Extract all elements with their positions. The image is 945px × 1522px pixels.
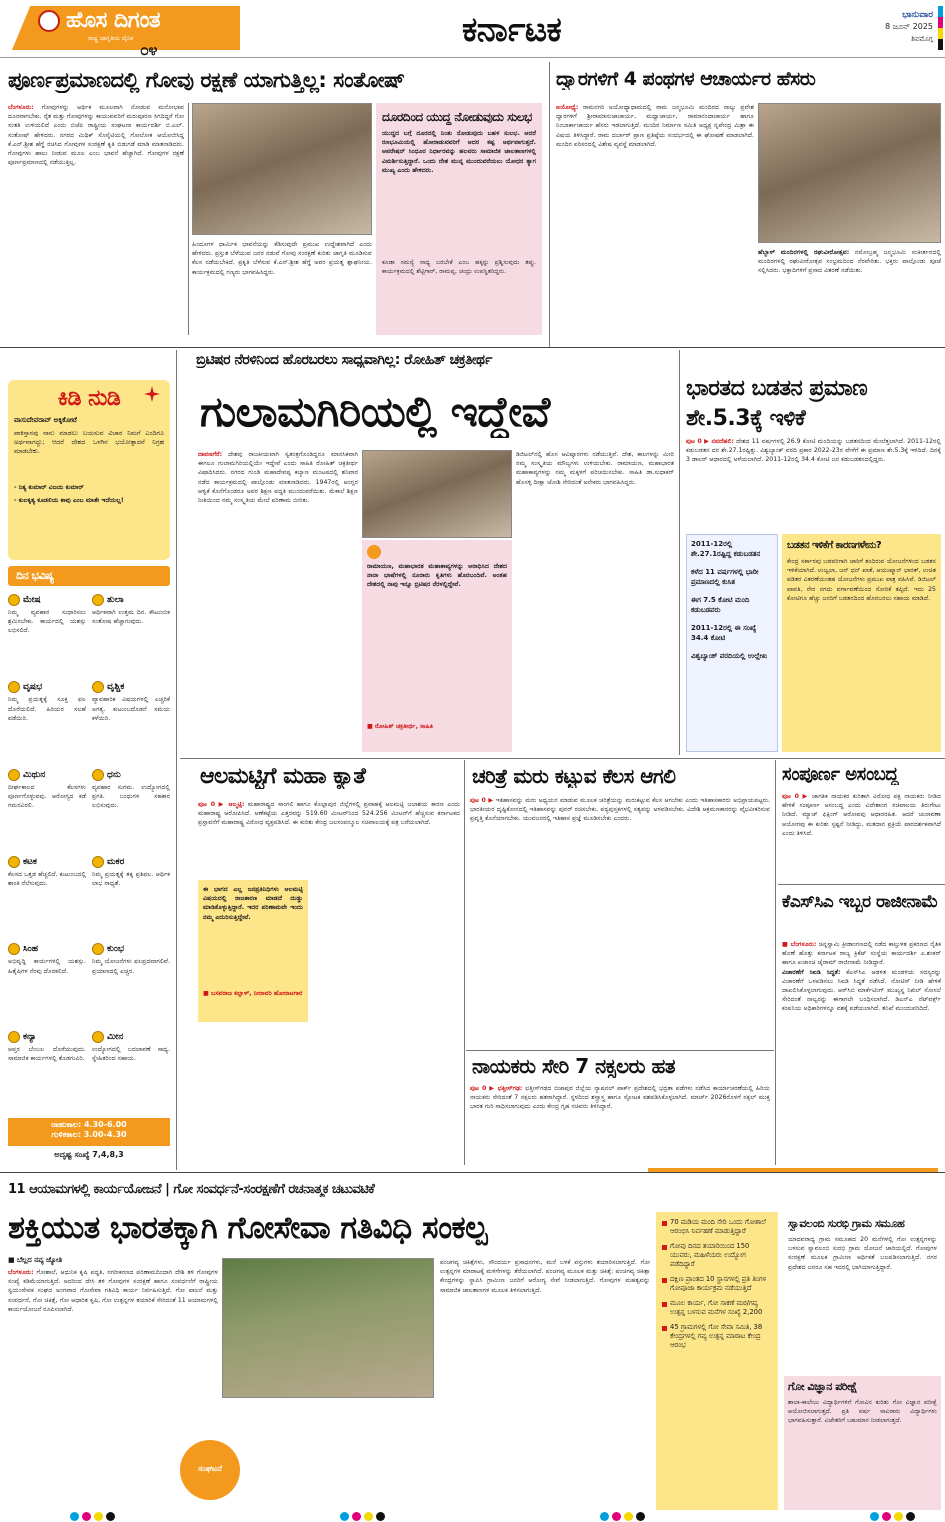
story4-dateline: ಪುಟ 0 ▶ ನವದೆಹಲಿ:: [686, 438, 734, 445]
rahukala-box: [8, 1118, 170, 1146]
masthead: [0, 0, 945, 58]
story4-box-title: ಬಡತನ ಇಳಿಕೆಗೆ ಕಾರಣಗಳೇನು?: [787, 540, 882, 551]
stat-item: ಈಗ 7.5 ಕೋಟಿ ಮಂದಿ ಕಡುಬಡವರು: [691, 596, 750, 614]
logo-text: ಸಂಘಟನೆ: [198, 1464, 222, 1473]
rahukala: ರಾಹುಕಾಲ: 4.30-6.00: [51, 1120, 127, 1129]
pullquote-sign: ■ ರೋಹಿತ್ ಚಕ್ರತೀರ್ಥ, ಸಾಹಿತಿ: [367, 723, 433, 730]
kidi-sign2: - ಕುಲಕೃತ್ಯ ಕೂಡಲಿಯ ಕಾವು ಎಂಬ ಮಾತೇ ಇದೆಯಲ್ಲ!: [14, 497, 124, 505]
story8-sub-title: ವಿಚಾರಣೆಗೆ ಸಿಐಡಿ ಸಿದ್ಧತೆ:: [782, 968, 841, 976]
story2-caption: [758, 248, 941, 336]
story3-body2: ಡಿಜಿಟಲ್‌ನಲ್ಲಿ ಹೊಸ ಆವಿಷ್ಕಾರಗಳು ನಡೆಯುತ್ತಿವೆ. ದೇಶ, ಕಾಲಗಳನ್ನು ಮೀರಿ ನಮ್ಮ ಸಂಸ್ಕೃತಿಯ ಮೌಲ್ಯಗಳು ಉಳಿಯಬೇಕು. ರಾಮಾಯಣ, ಮಹಾಭಾರತ ಮಹಾಕಾವ್ಯಗಳನ್ನು ನಮ್ಮ ಮಕ್ಕಳಿಗೆ ಪರಿಚಯಿಸಬೇಕು. ಸಾಹಿತಿ ಡಾ.ಸುಧಾಕರ್ ಹೊಸಳ್ಳಿ ದೀಕ್ಷಾ ಜೋಶಿ ಸೇರಿದಂತೆ ಅನೇಕರು ಭಾಗವಹಿಸಿದ್ದರು.: [516, 451, 674, 486]
story3-photo: [362, 450, 512, 538]
story4-headline: ಭಾರತದ ಬಡತನ ಪ್ರಮಾಣ ಶೇ.5.3ಕ್ಕೆ ಇಳಿಕೆ: [686, 376, 868, 431]
zodiac-icon: [8, 943, 20, 955]
story10-text: ಗೋಶಾಲೆ, ಆಧುನಿಕ ಕೃಷಿ ಪದ್ಧತಿ, ನಗರೀಕರಣದ ಪರಿಣಾಮದಿಂದಾಗಿ ದೇಶಿ ತಳಿ ಗೋವುಗಳ ಸಂಖ್ಯೆ ಕಡಿಮೆಯಾಗುತ್ತಿದೆ. ಅದರಿಂದ ದೇಸಿ ತಳಿ ಗೋವುಗಳ ಸಂರಕ್ಷಣೆ ಹಾಗೂ ಸಂವರ್ಧನೆಗೆ ರಾಷ್ಟ್ರೀಯ ಸ್ವಯಂಸೇವಕ ಸಂಘದ ಅಂಗವಾದ ಗೋಸೇವಾ ಗತಿವಿಧಿ ಕಾರ್ಯ ನಿರ್ವಹಿಸುತ್ತಿದೆ. ಗೋ ಪಾಲನೆ ಮತ್ತು ಸಂವರ್ಧನೆ, ಗೋ ಚಿಕಿತ್ಸೆ, ಗೋ ಆಧಾರಿತ ಕೃಷಿ, ಗೋ ಉತ್ಪನ್ನಗಳ ತಯಾರಿಕೆ ಸೇರಿದಂತೆ 11 ಆಯಾಮಗಳಲ್ಲಿ ಕಾರ್ಯಯೋಜನೆ ರೂಪಿಸಲಾಗಿದೆ.: [8, 1269, 218, 1313]
story8-text: ಚಿನ್ನಸ್ವಾಮಿ ಕ್ರೀಡಾಂಗಣದಲ್ಲಿ ನಡೆದ ಕಾಲ್ತುಳಿತ ಪ್ರಕರಣದ ನೈತಿಕ ಹೊಣೆ ಹೊತ್ತು ಕರ್ನಾಟಕ ರಾಜ್ಯ ಕ್ರಿಕೆಟ್ ಸಂಸ್ಥೆಯ ಕಾರ್ಯದರ್ಶಿ ಎ.ಶಂಕರ್ ಹಾಗೂ ಖಜಾಂಚಿ ಜೈರಾಮ್ ರಾಜೀನಾಮೆ ನೀಡಿದ್ದಾರೆ.: [782, 941, 941, 967]
story1-body: [8, 103, 184, 335]
side1-title: ಸ್ವಾವಲಂಬಿ ಸುರಭಿ ಗ್ರಾಮ ಸಮೂಹ: [788, 1217, 905, 1230]
story1-text: ಗೋವುಗಳನ್ನು ಆರ್ಥಿಕ ಮೂಲವಾಗಿ ನೋಡುವ ಮನೋಭಾವ ದೂರವಾಗಬೇಕು. ರೈತ ಮತ್ತು ಗೋವುಗಳನ್ನು ಕಾಯುವವರಿಗೆ ಮರುಪೂರಣ ಸಿಗದಿದ್ದರೆ ಗೋ ಸಂತತಿ ಉಳಿಯಲಿದೆ ಎಂದು ಬಿಜೆಪಿ ರಾಷ್ಟ್ರೀಯ ಸಂಘಟನಾ ಕಾರ್ಯದರ್ಶಿ ಬಿ.ಎಲ್. ಸಂತೋಷ್ ಹೇಳಿದರು. ನಗರದ ಮಿಥಿಕ್ ಸೊಸೈಟಿಯಲ್ಲಿ ಗೋಲೋಕ ಆಯೋಜಿಸಿದ್ದ ಕೆ.ಎನ್.ಶ್ರೀಶ ಹೆಗ್ಡೆ ರಚಿಸಿದ ಗೋವುಗಳ ಸಂರಕ್ಷಣೆ ಕೃತಿ ಬಿಡುಗಡೆ ಮಾಡಿ ಮಾತನಾಡಿದರು. ಗೋವುಗಳು ಹಾಲು ನೀಡುವ ಮೂಲ ಎಂಬ ಭಾವನೆ ಹೆಚ್ಚಾಗಿದೆ. ಗೋವುಗಳ ರಕ್ಷಣೆ ಪೂರ್ಣಪ್ರಮಾಣದಲ್ಲಿ ನಡೆಯುತ್ತಿಲ್ಲ.: [8, 104, 184, 167]
zodiac-icon: [92, 594, 104, 606]
horoscope-title: ದಿನ ಭವಿಷ್ಯ: [16, 569, 54, 582]
story1-photo: [192, 103, 372, 235]
info-item: ಮೂಲ ಕಾರ್ಯ, ಗೋ ಸಾಕಣೆ ಮಠ/ಗವ್ಯ ಉತ್ಪನ್ನ ಬಳಸುವ ಮನೆಗಳ ಸಂಖ್ಯೆ 2,200: [662, 1299, 772, 1317]
logo-emblem-icon: [38, 10, 60, 32]
story2-text: ರಾಮನಗರಿ ಅಯೋಧ್ಯಾಧಾಮದಲ್ಲಿ ರಾಮ ಜನ್ಮಭೂಮಿ ಮಂದಿರದ ನಾಲ್ಕು ಪ್ರವೇಶ ದ್ವಾರಗಳಿಗೆ ಶ್ರೀರಾಮಾನುಜಾಚಾರ್ಯ, ಮಧ್ವಾಚಾರ್ಯ, ರಾಮಾನಂದಾಚಾರ್ಯ ಹಾಗೂ ನಿಂಬಾರ್ಕಾಚಾರ್ಯ ಹೆಸರು ಇಡಲಾಗುತ್ತಿದೆ. ಮಂದಿರ ನಿರ್ಮಾಣ ಸಮಿತಿ ಅಧ್ಯಕ್ಷ ನೃಪೇಂದ್ರ ಮಿಶ್ರಾ ಈ ವಿಷಯ ತಿಳಿಸಿದ್ದಾರೆ. ರಾಮ ದರ್ಬಾರ್ ಪ್ರಾಣ ಪ್ರತಿಷ್ಠೆಯ ಸಂದರ್ಭದಲ್ಲಿ ಈ ಘೋಷಣೆ ಮಾಡಲಾಗಿದೆ. ಮಂದಿರ ಪರಿಸರದಲ್ಲಿ ವಿಶೇಷ ವ್ಯವಸ್ಥೆ ಮಾಡಲಾಗಿದೆ.: [556, 104, 754, 148]
horoscope-sign: ಮಿಥುನ ದೀರ್ಘಕಾಲದ ಕೆಲಸಗಳು ಪೂರ್ಣಗೊಳ್ಳುವವು. ಆರೋಗ್ಯದ ಕಡೆ ಗಮನವಿರಲಿ.: [8, 769, 86, 810]
horoscope-sign: ಮೀನ ಉದ್ಯೋಗದಲ್ಲಿ ಬದಲಾವಣೆ ಸಾಧ್ಯ. ಸ್ನೇಹಿತರಿಂದ ಸಹಾಯ.: [92, 1031, 170, 1062]
story5-quote-box: [198, 880, 308, 1022]
side1-body: ಯಾದವರಾಧ್ಯ ಗ್ರಾಮ ಸಮೂಹದ 20 ಮನೆಗಳಲ್ಲಿ ಗೋ ಉತ್ಪನ್ನಗಳನ್ನು ಬಳಸುವ ಸ್ವಾವಲಂಬಿ ಸುರಭಿ ಗ್ರಾಮ ಯೋಜನೆ ಜಾರಿಯಲ್ಲಿದೆ. ಗೋವುಗಳ ಸಂರಕ್ಷಣೆ ಮೂಲಕ ಗ್ರಾಮೀಣ ಆರ್ಥಿಕತೆ ಬಲಪಡಿಸಲಾಗುತ್ತಿದೆ. ನಗರ ಪ್ರದೇಶದ ಜನರೂ ಸಹ ಇದರಲ್ಲಿ ಭಾಗಿಯಾಗುತ್ತಿದ್ದಾರೆ.: [788, 1236, 937, 1271]
story1-quote-body: ಯುದ್ಧದ ಬಗ್ಗೆ ದೂರದಲ್ಲಿ ನಿಂತು ನೋಡುವುದು ಬಹಳ ಸುಲಭ. ಆದರೆ ರಣಭೂಮಿಯಲ್ಲಿ ಹೋರಾಡುವವರಿಗೆ ಅದರ ಕಷ್ಟ ಅರ್ಥವಾಗುತ್ತದೆ. ಆಪರೇಷನ್ ಸಿಂಧೂರ ನಿರ್ಧಾರವನ್ನು ಹಲವರು ಸಾಮಾಜಿಕ ಜಾಲತಾಣಗಳಲ್ಲಿ ವಿಮರ್ಶಿಸುತ್ತಿದ್ದಾರೆ. ಒಂದು ದೇಶ ಮುನ್ನ ಮುಂದುವರೆಯಲು ಯೋಧರ ತ್ಯಾಗ ಮುಖ್ಯ ಎಂದು ಹೇಳಿದರು.: [382, 130, 536, 174]
story2-caption-body: ನಮೋಬ್ರಹ್ಮ ಜನ್ಮಭೂಮಿ ಸಂಕೀರ್ತನದಲ್ಲಿ ಮಂದಿರಗಳಲ್ಲಿ ರಘುವೀರೋತ್ಸವ ಸಂಭ್ರಮದಿಂದ ನೆರವೇರಿತು. ಭಕ್ತರು ಪಾಲ್ಗೊಂಡು ಪೂಜೆ ಸಲ್ಲಿಸಿದರು. ಭಕ್ತಾದಿಗಳಿಗೆ ಪ್ರಸಾದ ವಿತರಣೆ ನಡೆಯಿತು.: [758, 249, 941, 275]
pullquote-text: ರಾಮಾಯಣ, ಮಹಾಭಾರತ ಮಹಾಕಾವ್ಯಗಳನ್ನು ಆರಾಧಿಸಿದ ದೇಶದ ನಾನಾ ಭಾಷೆಗಳಲ್ಲಿ ನೂರಾರು ಕೃತಿಗಳು ಹೊರಬಂದಿವೆ. ಅಂತಹ ದೇಶದಲ್ಲಿ ನಾವು ಇನ್ನೂ ಬ್ರಿಟಿಷರ ನೆರಳಲ್ಲಿದ್ದೇವೆ.: [367, 563, 507, 589]
horoscope-sign: ವೃಶ್ಚಿಕ ವ್ಯಾವಹಾರಿಕ ವಿಷಯಗಳಲ್ಲಿ ಎಚ್ಚರಿಕೆ ಅಗತ್ಯ. ಕುಟುಂಬದೊಡನೆ ಸಮಯ ಕಳೆಯಿರಿ.: [92, 682, 170, 722]
horoscope-header: [8, 566, 170, 586]
horoscope-sign: ಕಟಕ ಕೆಲಸದ ಒತ್ತಡ ಹೆಚ್ಚಲಿದೆ. ಕುಟುಂಬದಲ್ಲಿ ಶಾಂತಿ ನೆಲೆಸುವುದು.: [8, 856, 86, 888]
zodiac-icon: [92, 769, 104, 781]
story8-sub-body: ಕೆಎಸ್‌ಸಿಎ ಆಡಳಿತ ಮಂಡಳಿಯ ಸದಸ್ಯರನ್ನು ವಿಚಾರಣೆಗೆ ಒಳಪಡಿಸಲು ಸಿಐಡಿ ಸಿದ್ಧತೆ ನಡೆಸಿದೆ. ನೋಟಿಸ್ ನೀಡಿ ಹೇಳಿಕೆ ದಾಖಲಿಸಿಕೊಳ್ಳಲಾಗುವುದು. ಆರ್‌ಸಿಬಿ ಮಾರ್ಕೆಟಿಂಗ್ ಮುಖ್ಯಸ್ಥ ನಿಖಿಲ್ ಸೋಸಲೆ ಸೇರಿದಂತೆ ನಾಲ್ವರನ್ನು ಈಗಾಗಲೇ ಬಂಧಿಸಲಾಗಿದೆ. ಡಿಎನ್‌ಎ ನೆಟ್‌ವರ್ಕ್ಸ್ ಕಂಪನಿಯ ಅಧಿಕಾರಿಗಳನ್ನೂ ವಶಕ್ಕೆ ಪಡೆಯಲಾಗಿದೆ. ತನಿಖೆ ಮುಂದುವರಿದಿದೆ.: [782, 968, 941, 1013]
info-item: ದಕ್ಷಿಣ ಪ್ರಾಂತದ 10 ಸ್ಥಾನಗಳಲ್ಲಿ ಪ್ರತಿ ತಿಂಗಳ ಗೋಪೂಜಾ ಕಾರ್ಯಕ್ರಮ ನಡೆಯುತ್ತಿದೆ: [662, 1275, 772, 1293]
story9-body: [470, 1084, 770, 1164]
kidi-sign1: - ನಿತ್ಯ ಕುಮಾರ್ ವಿಜಯ ಕುಮಾರ್: [14, 484, 84, 491]
story5-headline: ಆಲಮಟ್ಟಿಗೆ ಮಹಾ ಕ್ಯಾತೆ: [200, 764, 366, 789]
story1-quote-box: [376, 103, 542, 335]
stat-item: ವಿಶ್ವಬ್ಯಾಂಕ್ ವರದಿಯಲ್ಲಿ ಉಲ್ಲೇಖ: [691, 652, 767, 660]
zodiac-icon: [8, 681, 20, 693]
story5-dateline: ಪುಟ 0 ▶ ಆಲ್ಮಟ್ಟಿ:: [198, 801, 245, 808]
zodiac-icon: [8, 1031, 20, 1043]
story5-box-sign: ■ ಬಸವರಾಜ ಕಲ್ಲಾಳ್, ನೀರಾವರಿ ಹೋರಾಟಗಾರ: [203, 990, 303, 997]
story9-dateline: ಪುಟ 0 ▶ ಛತ್ತೀಸ್‌ಗಢ:: [470, 1085, 523, 1092]
story3-text: ದೇಶವು ರಾಜಕೀಯವಾಗಿ ಸ್ವತಂತ್ರಗೊಂಡಿದ್ದರೂ ಮಾನಸಿಕವಾಗಿ ಈಗಲೂ ಗುಲಾಮಗಿರಿಯಲ್ಲಿಯೇ ಇದ್ದೇವೆ ಎಂದು ಸಾಹಿತಿ ರೋಹಿತ್ ಚಕ್ರತೀರ್ಥ ವಿಷಾದಿಸಿದರು. ನಗರದ ಗುಂಡಿ ಮಹಾದೇವಪ್ಪ ಕಲ್ಯಾಣ ಮಂಟಪದಲ್ಲಿ ಶನಿವಾರ ನಡೆದ ಕಾರ್ಯಕ್ರಮದಲ್ಲಿ ಪಾಲ್ಗೊಂಡು ಮಾತನಾಡಿದರು. 1947ರಲ್ಲಿ ಆಂಗ್ಲರ ಆಳ್ವಿಕೆ ಕೊನೆಗೊಂಡರೂ ಅವರ ಶಿಕ್ಷಣ ಪದ್ಧತಿ ಮುಂದುವರೆಯಿತು. ಮೆಕಾಲೆ ಶಿಕ್ಷಣ ನೀತಿಯಿಂದ ನಮ್ಮ ಸಂಸ್ಕೃತಿಯ ಮೇಲೆ ಪರಿಣಾಮ ಬೀರಿತು.: [198, 451, 358, 505]
zodiac-icon: [8, 594, 20, 606]
cmyk-dot: [364, 1512, 373, 1521]
story8-body: [782, 940, 941, 1162]
story3-body: [198, 450, 358, 752]
side2-body: ಶಾಲಾ-ಕಾಲೇಜು ವಿದ್ಯಾರ್ಥಿಗಳಿಗೆ ಗೋವಿನ ಕುರಿತು ಗೋ ವಿಜ್ಞಾನ ಪರೀಕ್ಷೆ ಆಯೋಜಿಸಲಾಗುತ್ತದೆ. ಪ್ರತಿ ವರ್ಷ ಸಾವಿರಾರು ವಿದ್ಯಾರ್ಥಿಗಳು ಭಾಗವಹಿಸುತ್ತಾರೆ. ವಿಜೇತರಿಗೆ ಬಹುಮಾನ ನೀಡಲಾಗುತ್ತದೆ.: [788, 1399, 937, 1425]
kidi-title: ಕಿಡಿ ನುಡಿ: [57, 386, 121, 411]
cmyk-dot: [352, 1512, 361, 1521]
story5-box-quote: ಈ ಭಾಗದ ಎಲ್ಲ ಜನಪ್ರತಿನಿಧಿಗಳು ಆಲಮಟ್ಟಿ ವಿಷಯದಲ್ಲಿ ರಾಜಕಾರಣ ಮಾಡದೆ ದುಡ್ಡು ಮಾಡಿಕೊಳ್ಳುತ್ತಿದ್ದಾರೆ. ಇದರ ಪರಿಣಾಮವೇ ಇಂದು ನಮ್ಮ ಎದುರಿಸುತ್ತಿದ್ದೇವೆ.: [203, 886, 303, 921]
story1-quote-tail: ಕೂಡಾ ಸಮಸ್ಯೆ ಸಾಧ್ಯ ಬರಬೇಕೆ ಎಂಬ ಹಕ್ಕನ್ನು ಪ್ರಶ್ನಿಸುವುದು ತಪ್ಪು. ಕಾರ್ಯಕ್ರಮದಲ್ಲಿ ಶೆಟ್ಟಿಗಾರ್, ರಾಮಪ್ಪ, ಚಂದ್ರು ಉಪಸ್ಥಿತರಿದ್ದರು.: [382, 259, 536, 276]
cmyk-dot: [82, 1512, 91, 1521]
story1-dateline: ಬೆಂಗಳೂರು:: [8, 104, 34, 111]
cmyk-strip: [938, 6, 943, 50]
sangha-logo: [180, 1440, 240, 1500]
edition-info: [845, 10, 933, 44]
section-title: ಕರ್ನಾಟಕ: [462, 10, 562, 50]
stat-item: ಕಳೆದ 11 ವರ್ಷಗಳಲ್ಲಿ ಭಾರೀ ಪ್ರಮಾಣದಲ್ಲಿ ಕುಸಿತ: [691, 568, 759, 586]
story6-dateline: ಪುಟ 0 ▶: [470, 797, 494, 804]
cmyk-dot: [906, 1512, 915, 1521]
stat-item: 2011-12ರಲ್ಲಿ ಶೇ.27.1ರಷ್ಟಿದ್ದ ಕಡುಬಡತನ: [691, 540, 761, 558]
zodiac-icon: [8, 769, 20, 781]
kidi-body: ಪಾಕಿಸ್ತಾನವು ನಾನು ಮಾಡಲು ಬಯಸುವ ವಿಚಾರ ನಿಮಗೆ ಎಂದಿಗೂ ಅರ್ಥವಾಗದ್ದು; ಆದರೆ ದೇಶದ ಒಳಗಿನ ಭಯೋತ್ಪಾದನೆ ನಿಗ್ರಹ ಮಾಡಬೇಕು.: [14, 429, 164, 456]
story2-headline: ದ್ವಾರಗಳಿಗೆ 4 ಪಂಥಗಳ ಆಚಾರ್ಯರ ಹೆಸರು: [556, 68, 816, 90]
story10-info-box: [656, 1212, 778, 1510]
story4-box-body: ಕೇಂದ್ರ ಸರ್ಕಾರವು ಬಡವರಿಗಾಗಿ ಜಾರಿಗೆ ತಂದಿರುವ ಯೋಜನೆಗಳಿಂದ ಬಡತನ ಇಳಿಕೆಯಾಗಿದೆ. ಉಜ್ವಲಾ, ಜನ್ ಧನ್ ಖಾತೆ, ಆಯುಷ್ಮಾನ್ ಭಾರತ್, ಉಚಿತ ಪಡಿತರ ವಿತರಣೆಯಂತಹ ಯೋಜನೆಗಳು ಪ್ರಮುಖ ಪಾತ್ರ ವಹಿಸಿವೆ. ಡಿಜಿಟಲ್ ಪಾವತಿ, ನೇರ ನಗದು ವರ್ಗಾವಣೆಯಿಂದ ಸೋರಿಕೆ ತಪ್ಪಿದೆ. ಇದು 25 ಕೋಟಿಗೂ ಹೆಚ್ಚು ಜನರಿಗೆ ಬಡತನದಿಂದ ಹೊರಬರಲು ಸಹಾಯ ಮಾಡಿದೆ.: [787, 558, 936, 602]
page-number: ೦೪: [140, 40, 157, 59]
section-divider-bar: [648, 1168, 938, 1172]
cmyk-dot: [340, 1512, 349, 1521]
cmyk-dot: [94, 1512, 103, 1521]
cmyk-dot: [624, 1512, 633, 1521]
story1-headline: ಪೂರ್ಣಪ್ರಮಾಣದಲ್ಲಿ ಗೋವು ರಕ್ಷಣೆ ಯಾಗುತ್ತಿಲ್ಲ: ಸಂತೋಷ್: [8, 68, 405, 92]
story5-text: ಮಹಾರಾಷ್ಟ್ರದ ಸಾಂಗಲಿ ಹಾಗೂ ಕೊಲ್ಲಾಪುರ ಜಿಲ್ಲೆಗಳಲ್ಲಿ ಪ್ರವಾಹಕ್ಕೆ ಆಲಮಟ್ಟಿ ಜಲಾಶಯ ಕಾರಣ ಎಂದು ಮಹಾರಾಷ್ಟ್ರ ಆರೋಪಿಸಿದೆ. ಆಣೆಕಟ್ಟೆಯ ಎತ್ತರವನ್ನು 519.60 ಮೀಟರ್‌ನಿಂದ 524.256 ಮೀಟರ್‌ಗೆ ಹೆಚ್ಚಿಸುವ ಕರ್ನಾಟಕದ ಪ್ರಸ್ತಾವನೆಗೆ ಮಹಾರಾಷ್ಟ್ರ ವಿರೋಧ ವ್ಯಕ್ತಪಡಿಸಿದೆ. ಈ ಕುರಿತು ಕೇಂದ್ರ ಜಲಸಂಪನ್ಮೂಲ ಸಚಿವಾಲಯಕ್ಕೆ ಪತ್ರ ಬರೆಯಲಾಗಿದೆ.: [198, 801, 460, 827]
story7-body: [782, 792, 941, 880]
cmyk-dot: [636, 1512, 645, 1521]
paper-name: ಹೊಸ ದಿಗಂತ: [66, 8, 161, 33]
horoscope-sign: ಕನ್ಯಾ ಆಪ್ತರ ಬೆಂಬಲ ದೊರೆಯುವುದು. ಸಾಮಾಜಿಕ ಕಾರ್ಯಗಳಲ್ಲಿ ತೊಡಗುವಿರಿ.: [8, 1031, 86, 1062]
horoscope-sign: ಮೇಷ ನಿಮ್ಮ ವ್ಯವಹಾರ ಸುಧಾರಿಸಲು ಶ್ರಮಿಸಬೇಕು. ಕಾರ್ಯದಲ್ಲಿ ಯಶಸ್ಸು ಲಭಿಸಲಿದೆ.: [8, 595, 86, 635]
cmyk-dot: [612, 1512, 621, 1521]
cmyk-dot: [870, 1512, 879, 1521]
paper-tagline: ರಾಷ್ಟ್ರ ಜಾಗೃತಿಯ ದೈನಿಕ: [88, 35, 134, 42]
story3-headline: ಗುಲಾಮಗಿರಿಯಲ್ಲಿ ಇದ್ದೇವೆ: [200, 387, 550, 436]
story10-dateline: ಬೆಂಗಳೂರು:: [8, 1269, 34, 1276]
info-item: ಗೋವು ದಿನದ ತಯಾರಿಯಿಂದ 150 ಯುವರು, ಮಹಿಳೆಯರು ಉದ್ಯೋಗ ಪಡೆದಿದ್ದಾರೆ: [662, 1242, 772, 1269]
edition-city: ಶಿವಮೊಗ್ಗ: [911, 35, 933, 43]
kidi-box: [8, 380, 170, 560]
cmyk-dot: [894, 1512, 903, 1521]
story4-box: [782, 534, 941, 752]
story7-headline: ಸಂಪೂರ್ಣ ಅಸಂಬದ್ಧ: [782, 764, 898, 785]
horoscope-sign: ಧನು ವ್ಯವಹಾರ ಸುಗಮ. ಉದ್ಯೋಗದಲ್ಲಿ ಪ್ರಗತಿ. ಬಂಧುಗಳ ಸಹಕಾರ ಲಭಿಸುವುದು.: [92, 769, 170, 810]
story2-caption-title: ಹೆಬ್ಬಾಳ್ ಮಂದಿರಗಳಲ್ಲಿ ರಘುವೀರೋತ್ಸವ:: [758, 249, 850, 256]
story6-text: ಇತಿಹಾಸವನ್ನು ಮರು ಅಧ್ಯಯನ ಮಾಡುವ ಮೂಲಕ ಚರಿತ್ರೆಯನ್ನು ಮರುಕಟ್ಟುವ ಕೆಲಸ ಆಗಬೇಕು ಎಂದು ಇತಿಹಾಸಕಾರರು ಅಭಿಪ್ರಾಯಪಟ್ಟರು. ಭಾರತೀಯರ ದೃಷ್ಟಿಕೋನದಲ್ಲಿ ಇತಿಹಾಸವನ್ನು ಪುನರ್ ರಚಿಸಬೇಕು. ಪಠ್ಯಪುಸ್ತಕಗಳಲ್ಲಿ ಸತ್ಯವನ್ನು ಅಳವಡಿಸಬೇಕು. ವಿದೇಶಿ ಆಕ್ರಮಣಕಾರರನ್ನು ವೈಭವೀಕರಿಸುವ ಪ್ರವೃತ್ತಿ ಕೊನೆಯಾಗಬೇಕು. ಯುವಜನರಲ್ಲಿ ಇತಿಹಾಸ ಪ್ರಜ್ಞೆ ಮೂಡಿಸಬೇಕು ಎಂದರು.: [470, 797, 770, 823]
story10-side2: [784, 1376, 941, 1510]
zodiac-icon: [92, 681, 104, 693]
horoscope-sign: ಮಕರ ನಿಮ್ಮ ಪ್ರಯತ್ನಕ್ಕೆ ತಕ್ಕ ಪ್ರತಿಫಲ. ಆರ್ಥಿಕ ಲಾಭ ಸಾಧ್ಯತೆ.: [92, 856, 170, 888]
zodiac-icon: [8, 856, 20, 868]
story4-stats: [686, 534, 778, 752]
zodiac-icon: [92, 943, 104, 955]
story4-body: [686, 437, 941, 529]
issue-day: ಭಾನುವಾರ: [902, 10, 933, 20]
kidi-author: ವಾಸುದೇವರಾವ್ ಅಕ್ಕಿಕೋಟೆ: [14, 416, 77, 424]
horoscope-sign: ಕುಂಭ ನಿಮ್ಮ ಯೋಜನೆಗಳು ಫಲಪ್ರದವಾಗಲಿವೆ. ಪ್ರಯಾಣದಲ್ಲಿ ಎಚ್ಚರ.: [92, 944, 170, 975]
story7-dateline: ಪುಟ 0 ▶: [782, 793, 809, 800]
story1-body2: ಹಿಂದೂಗಳ ಧಾರ್ಮಿಕ ಭಾವನೆಯನ್ನು ಕೆಡಿಸುವುದೇ ಪ್ರಮುಖ ಉದ್ದೇಶವಾಗಿದೆ ಎಂದು ಹೇಳಿದರು. ಪ್ರಸ್ತುತ ಬೆಳೆಯುವ ಜನರ ನಡುವೆ ಗೋವು ಸಂರಕ್ಷಣೆ ಕುರಿತು ಜಾಗೃತಿ ಮೂಡಿಸುವ ಕೆಲಸ ನಡೆಯಬೇಕಿದೆ. ಪ್ರಕೃತಿ ಬೆಳೆಸುವ ಕೆ.ಎನ್.ಶ್ರೀಶ ಹೆಗ್ಡೆ ಅವರ ಪ್ರಯತ್ನ ಶ್ಲಾಘನೀಯ. ಕಾರ್ಯಕ್ರಮದಲ್ಲಿ ಗಣ್ಯರು ಭಾಗವಹಿಸಿದ್ದರು.: [192, 241, 372, 276]
story3-pullquote: [362, 540, 512, 752]
cmyk-dot: [600, 1512, 609, 1521]
story8-headline: ಕೆಎಸ್‌ಸಿಎ ಇಬ್ಬರ ರಾಜೀನಾಮೆ: [782, 892, 938, 912]
story6-headline: ಚರಿತ್ರೆ ಮರು ಕಟ್ಟುವ ಕೆಲಸ ಆಗಲಿ: [472, 764, 676, 788]
quote-mark-icon: [367, 545, 381, 559]
story10-kicker: 11 ಆಯಾಮಗಳಲ್ಲಿ ಕಾರ್ಯಯೋಜನೆ | ಗೋ ಸಂವರ್ಧನೆ-ಸಂರಕ್ಷಣೆಗೆ ರಚನಾತ್ಮಕ ಚಟುವಟಿಕೆ: [8, 1182, 375, 1197]
cmyk-dot: [70, 1512, 79, 1521]
info-item: 45 ಗ್ರಾಮಗಳಲ್ಲಿ ಗೋ ಸೇವಾ ಸಮಿತಿ, 38 ಕೇಂದ್ರಗಳಲ್ಲಿ ಗವ್ಯ ಉತ್ಪನ್ನ ಮಾರಾಟ ಕೇಂದ್ರ ಆರಂಭ: [662, 1323, 772, 1350]
story9-headline: ನಾಯಕರು ಸೇರಿ 7 ನಕ್ಸಲರು ಹತ: [472, 1054, 675, 1078]
story10-photo: [222, 1258, 434, 1398]
side2-title: ಗೋ ವಿಜ್ಞಾನ ಪರೀಕ್ಷೆ: [788, 1380, 857, 1393]
story7-text: ಜಾಗತಿಕ ನಾಯಕರ ಕುರಿತಾಗಿ ವಿರೋಧ ಪಕ್ಷ ನಾಯಕರು ನೀಡಿದ ಹೇಳಿಕೆ ಸಂಪೂರ್ಣ ಅಸಂಬದ್ಧ ಎಂದು ವಿದೇಶಾಂಗ ಸಚಿವಾಲಯ ತಿರುಗೇಟು ನೀಡಿದೆ. ಮ್ಯಾಚ್ ಫಿಕ್ಸಿಂಗ್ ಆರೋಪವು ಆಧಾರರಹಿತ. ಆದರೆ ಚುನಾವಣಾ ಆಯೋಗವು ಈ ಕುರಿತು ಸ್ಪಷ್ಟನೆ ನೀಡಿದ್ದು, ಮತದಾನ ಪ್ರಕ್ರಿಯೆ ಪಾರದರ್ಶಕವಾಗಿದೆ ಎಂದು ತಿಳಿಸಿದೆ.: [782, 793, 941, 837]
story3-kicker: ಬ್ರಿಟಿಷರ ನೆರಳಿನಿಂದ ಹೊರಬರಲು ಸಾಧ್ಯವಾಗಿಲ್ಲ: ರೋಹಿತ್ ಚಕ್ರತೀರ್ಥ: [196, 352, 492, 368]
story10-headline: ಶಕ್ತಿಯುತ ಭಾರತಕ್ಕಾಗಿ ಗೋಸೇವಾ ಗತಿವಿಧಿ ಸಂಕಲ್ಪ: [8, 1210, 488, 1246]
issue-date: 8 ಜೂನ್ 2025: [884, 22, 933, 31]
cmyk-dot: [376, 1512, 385, 1521]
lucky-number: ಅದೃಷ್ಟ ಸಂಖ್ಯೆ 7,4,8,3: [54, 1150, 124, 1159]
story2-body: [556, 103, 754, 335]
story2-photo: [758, 103, 941, 243]
story10-body2: ಪಂಚಗವ್ಯ ಚಿಕಿತ್ಸೆಗಳು, ಸೌಂದರ್ಯ ಪ್ರಸಾಧನಗಳು, ಮನೆ ಬಳಕೆ ವಸ್ತುಗಳು ತಯಾರಿಸಲಾಗುತ್ತಿದೆ. ಗೋ ಉತ್ಪನ್ನಗಳ ಮಾರಾಟಕ್ಕೆ ಮಳಿಗೆಗಳನ್ನು ತೆರೆಯಲಾಗಿದೆ. ಪಂಚಗವ್ಯ ಮೂಲಕ ಮತ್ತು ಚಿಕಿತ್ಸೆ: ಪಂಚಗವ್ಯ ಚಿಕಿತ್ಸಾ ಕೇಂದ್ರಗಳನ್ನು ಸ್ಥಾಪಿಸಿ ಗ್ರಾಮೀಣ ಜನರಿಗೆ ಆರೋಗ್ಯ ಸೇವೆ ನೀಡಲಾಗುತ್ತಿದೆ. ಗೋವುಗಳ ಮಹತ್ವವನ್ನು ಸಾಮಾಜಿಕ ಜಾಲತಾಣಗಳ ಮೂಲಕ ತಿಳಿಸಲಾಗುತ್ತಿದೆ.: [440, 1259, 650, 1294]
story3-dateline: ದಾವಣಗೆರೆ:: [198, 451, 223, 458]
story4-text: ದೇಶದ 11 ವರ್ಷಗಳಲ್ಲಿ 26.9 ಕೋಟಿ ಮಂದಿಯನ್ನು ಬಡತನದಿಂದ ಮೇಲೆತ್ತಲಾಗಿದೆ. 2011-12ರಲ್ಲಿ ಕಡುಬಡತನ ದರ ಶೇ.27.1ರಷ್ಟಿತ್ತು. ವಿಶ್ವಬ್ಯಾಂಕ್ ವರದಿ ಪ್ರಕಾರ 2022-23ರ ವೇಳೆಗೆ ಈ ಪ್ರಮಾಣ ಶೇ.5.3ಕ್ಕೆ ಇಳಿದಿದೆ. ದಿನಕ್ಕೆ 3 ಡಾಲರ್ ಆಧಾರದಲ್ಲಿ ಅಳೆಯಲಾಗಿದೆ. 2011-12ರಲ್ಲಿ 34.4 ಕೋಟಿ ಜನ ಕಡುಬಡತನದಲ್ಲಿದ್ದರು.: [686, 438, 941, 464]
info-item: 70 ಮಡಿಯ ಮಂದಿ ಸೇರಿ ಒಂದು ಗೋಶಾಲೆ ಆರಂಭಿಸಿ ನಿರ್ವಹಣೆ ಮಾಡುತ್ತಿದ್ದಾರೆ: [662, 1218, 772, 1236]
cmyk-dot: [882, 1512, 891, 1521]
stat-item: 2011-12ರಲ್ಲಿ ಈ ಸಂಖ್ಯೆ 34.4 ಕೋಟಿ: [691, 624, 757, 642]
story1-quote-title: ದೂರದಿಂದ ಯುದ್ಧ ನೋಡುವುದು ಸುಲಭ: [382, 110, 532, 124]
gulika: ಗುಳಿಕಕಾಲ: 3.00-4.30: [51, 1130, 127, 1139]
story6-body: [470, 796, 770, 1046]
zodiac-icon: [92, 1031, 104, 1043]
horoscope-sign: ಸಿಂಹ ಅಭಿವೃದ್ಧಿ ಕಾರ್ಯಗಳಲ್ಲಿ ಯಶಸ್ಸು. ಹಿತೈಷಿಗಳ ನೆರವು ದೊರಕಲಿದೆ.: [8, 944, 86, 975]
cmyk-dot: [106, 1512, 115, 1521]
story9-text: ಛತ್ತೀಸ್‌ಗಢದ ಬಿಜಾಪುರ ಜಿಲ್ಲೆಯ ನ್ಯಾಷನಲ್ ಪಾರ್ಕ್ ಪ್ರದೇಶದಲ್ಲಿ ಭದ್ರತಾ ಪಡೆಗಳು ನಡೆಸಿದ ಕಾರ್ಯಾಚರಣೆಯಲ್ಲಿ ಹಿರಿಯ ನಾಯಕರು ಸೇರಿದಂತೆ 7 ನಕ್ಸಲರು ಹತರಾಗಿದ್ದಾರೆ. ಸ್ಥಳದಿಂದ ಶಸ್ತ್ರಾಸ್ತ್ರ ಹಾಗೂ ಸ್ಫೋಟಕ ವಶಪಡಿಸಿಕೊಳ್ಳಲಾಗಿದೆ. ಮಾರ್ಚ್ 2026ರೊಳಗೆ ನಕ್ಸಲ್ ಮುಕ್ತ ಭಾರತ ಗುರಿ ಸಾಧಿಸಲಾಗುವುದು ಎಂದು ಕೇಂದ್ರ ಗೃಹ ಸಚಿವರು ತಿಳಿಸಿದ್ದಾರೆ.: [470, 1085, 770, 1111]
story2-dateline: ಅಯೋಧ್ಯೆ:: [556, 104, 579, 111]
zodiac-icon: [92, 856, 104, 868]
story10-byline: ■ ಬೆಲ್ಲದ ನವ್ಯ ಜ್ಯೋತಿ: [8, 1256, 63, 1264]
story10-side1: [784, 1212, 941, 1372]
horoscope-sign: ತುಲಾ ಆರ್ಥಿಕವಾಗಿ ಉತ್ತಮ ದಿನ. ಕೌಟುಂಬಿಕ ಸಂತೋಷ ಹೆಚ್ಚಾಗುವುದು.: [92, 595, 170, 626]
story8-dateline: ■ ಬೆಂಗಳೂರು:: [782, 941, 817, 948]
horoscope-sign: ವೃಷಭ ನಿಮ್ಮ ಪ್ರಯತ್ನಕ್ಕೆ ಸೂಕ್ತ ಫಲ ದೊರೆಯಲಿದೆ. ಹಿರಿಯರ ಸಲಹೆ ಪಡೆಯಿರಿ.: [8, 682, 86, 722]
horoscope-grid: [8, 592, 170, 1112]
